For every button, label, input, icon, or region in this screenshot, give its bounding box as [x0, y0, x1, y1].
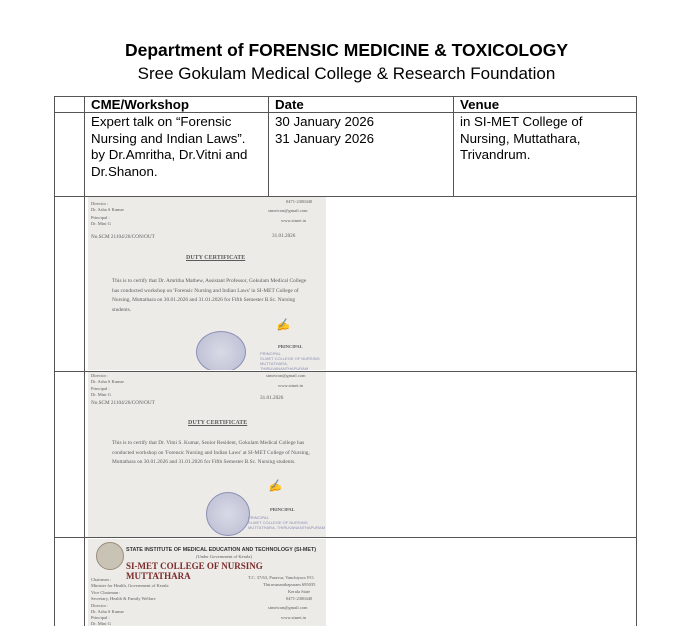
certificate-photo-3: [88, 539, 326, 626]
stamp-line: MUTTATHARA, THIRUVANANTHAPURAM: [260, 361, 309, 370]
venue-line: Trivandrum.: [460, 147, 531, 162]
institute-name: STATE INSTITUTE OF MEDICAL EDUCATION AND TECHNOLOGY (SI-MET): [126, 547, 317, 553]
workshop-dates: [275, 114, 374, 147]
certificate-body: This is to certify that Dr. Amritha Mathew, Assistant Professor, Gokulam Medical College has conducted workshop on 'Forensic Nursing and Indian Laws' in SI-MET College of Nursing, Muttathara on 30.01.2026 and 31.01.2026 for Fifth Semester B.Sc. Nursing students.: [112, 278, 307, 313]
table-border-left: [54, 96, 55, 626]
department-title: Department of FORENSIC MEDICINE & TOXICOLOGY: [124, 40, 569, 60]
vice-chairman-label: Vice Chairman :: [91, 590, 121, 595]
college-seal: [196, 331, 246, 370]
certificate-title: DUTY CERTIFICATE: [188, 420, 248, 426]
certificate-body: This is to certify that Dr. Vitni S. Kumar, Senior Resident, Gokulam Medical College has conducted workshop on 'Forensic Nursing and Indian Laws' at SI-MET College of Nursing, Muttathara on 30.01.2026 and 31.01.2026 for Fifth Semester B.Sc. Nursing students.: [112, 440, 310, 465]
table-border-row3: [54, 537, 637, 538]
topic-line: by Dr.Amritha, Dr.Vitni and: [91, 147, 248, 162]
certificate-photo-2: [88, 372, 326, 537]
college-title: Sree Gokulam Medical College & Research Foundation: [137, 64, 556, 83]
address-line: Thiruvananthapuram 695035: [263, 582, 316, 587]
director-name: Dr. Asha S Kumar: [91, 207, 124, 212]
certificate-date: 31.01.2026: [272, 233, 296, 239]
topic-line: Dr.Shanon.: [91, 163, 158, 179]
college-logo: [96, 542, 124, 570]
principal-name: Dr. Mini G: [91, 621, 111, 626]
email-text: simetcon@gmail.com: [266, 373, 306, 378]
signatory-label: PRINCIPAL: [278, 344, 303, 349]
principal-stamp: [260, 351, 326, 370]
venue-line: in SI-MET College of: [460, 114, 583, 129]
principal-label: Principal :: [91, 615, 110, 620]
director-label: Director :: [91, 373, 109, 378]
column-header-workshop: CME/Workshop: [91, 97, 190, 112]
column-header-date: Date: [275, 97, 304, 112]
signature-mark: ✍: [266, 478, 283, 495]
signature-mark: ✍: [274, 317, 291, 334]
venue-line: Nursing, Muttathara,: [460, 130, 581, 146]
chairman-name: Minister for Health, Government of Kerala: [91, 583, 169, 588]
address-line: T.C. 37/63, Paravur, Vanchiyoor P.O.: [248, 575, 315, 580]
stamp-line: MUTTATHARA, THIRUVANANTHAPURAM: [248, 525, 326, 530]
principal-name: Dr. Mini G: [91, 392, 111, 397]
director-label: Director :: [91, 201, 109, 206]
college-seal: [206, 492, 250, 536]
date-line: 31 January 2026: [275, 130, 375, 146]
email-text: simetcon@gmail.com: [268, 605, 308, 610]
address-line: Kerala State: [288, 589, 311, 594]
website-text: www.simet.in: [281, 615, 306, 620]
email-text: simetcon@gmail.com: [268, 208, 308, 213]
stamp-line: PRINCIPAL: [260, 351, 281, 356]
certificate-photo-1: [88, 197, 326, 370]
table-border-right: [636, 96, 637, 626]
website-text: www.simet.in: [281, 218, 306, 223]
stamp-line: SI-MET COLLEGE OF NURSING: [248, 520, 308, 525]
director-name: Dr. Asha S Kumar: [91, 379, 124, 384]
phone-text: 0471-2300440: [286, 199, 313, 204]
stamp-line: PRINCIPAL: [248, 515, 269, 520]
principal-stamp: [248, 515, 325, 530]
reference-number: No.SCM 21104/26/CON/OUT: [91, 234, 155, 240]
workshop-venue: [460, 114, 582, 164]
workshop-topic: [91, 114, 267, 180]
college-banner: SI-MET COLLEGE OF NURSING MUTTATHARA: [126, 561, 263, 581]
table-border-col3: [453, 96, 454, 196]
website-text: www.simet.in: [278, 383, 303, 388]
certificate-date: 31.01.2026: [260, 395, 284, 401]
certificate-title: DUTY CERTIFICATE: [186, 255, 246, 261]
principal-label: Principal :: [91, 386, 110, 391]
principal-name: Dr. Mini G: [91, 221, 111, 226]
topic-line: Nursing and Indian Laws”.: [91, 130, 246, 146]
chairman-label: Chairman :: [91, 577, 112, 582]
signatory-label: PRINCIPAL: [270, 507, 295, 512]
director-name: Dr. Asha S Kumar: [91, 609, 124, 614]
director-label: Director :: [91, 603, 109, 608]
vice-chairman-name: Secretary, Health & Family Welfare: [91, 596, 156, 601]
principal-label: Principal :: [91, 215, 110, 220]
column-header-venue: Venue: [460, 97, 500, 112]
reference-number: No.SCM 21104/26/CON/OUT: [91, 400, 155, 406]
table-border-col2: [268, 96, 269, 196]
date-line: 30 January 2026: [275, 114, 375, 129]
topic-line: Expert talk on “Forensic: [91, 114, 232, 129]
phone-text: 0471-2300440: [286, 596, 313, 601]
institute-subtitle: (Under Government of Kerala): [196, 554, 252, 559]
table-border-col1: [84, 96, 85, 626]
stamp-line: SI-MET COLLEGE OF NURSING: [260, 356, 320, 361]
